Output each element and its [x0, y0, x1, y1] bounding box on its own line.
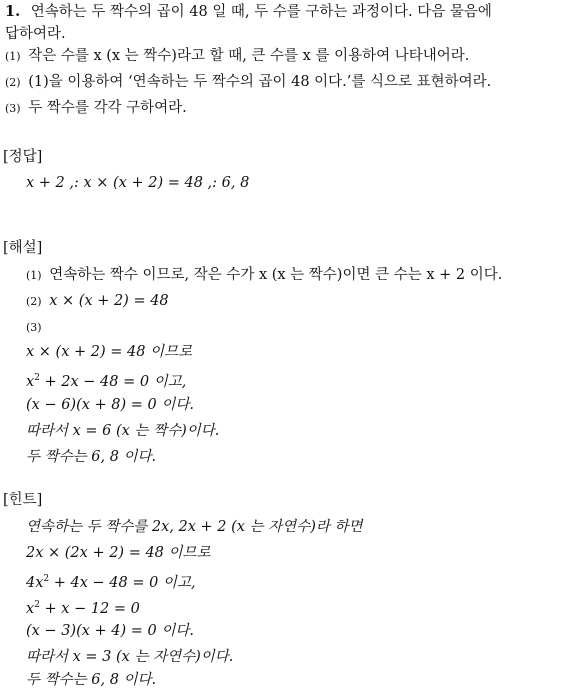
problem-stem-line2: 답하여라. — [5, 26, 66, 42]
hint-heading: [힌트] — [3, 492, 43, 508]
hint-line-4-base: x — [26, 601, 35, 617]
explanation-step-2 — [26, 368, 186, 392]
question-2-text: (1)을 이용하여 ‘연속하는 두 짝수의 곱이 48 이다.’를 식으로 표현하여라. — [28, 74, 492, 90]
problem-number: 1. — [5, 3, 21, 20]
question-1 — [5, 46, 469, 67]
problem-stem-text: 연속하는 두 짝수의 곱이 48 일 때, 두 수를 구하는 과정이다. 다음 물음에 — [30, 4, 492, 20]
explanation-step-3: (x − 6)(x + 8) = 0 이다. — [26, 397, 194, 413]
hint-line-6: 따라서 x = 3 (x 는 자연수)이다. — [26, 649, 234, 665]
hint-line-3-rest: + 4x − 48 = 0 이고, — [49, 575, 196, 591]
answer-text: x + 2 ,: x × (x + 2) = 48 ,: 6, 8 — [26, 175, 250, 191]
explanation-heading: [해설] — [3, 240, 43, 256]
explanation-step-1: x × (x + 2) = 48 이므로 — [26, 344, 193, 360]
explanation-item-2-marker: (2) — [26, 295, 42, 308]
hint-line-1: 연속하는 두 짝수를 2x, 2x + 2 (x 는 자연수)라 하면 — [26, 519, 363, 535]
hint-line-4-exponent: 2 — [34, 600, 40, 610]
explanation-step-2-rest: + 2x − 48 = 0 이고, — [39, 374, 187, 390]
hint-line-4 — [26, 595, 140, 619]
question-2 — [5, 72, 491, 93]
explanation-item-2-text: x × (x + 2) = 48 — [49, 293, 169, 309]
hint-line-7: 두 짝수는 6, 8 이다. — [26, 672, 157, 688]
answer-heading: [정답] — [3, 149, 43, 165]
explanation-item-3-marker: (3) — [26, 321, 42, 334]
explanation-item-1 — [26, 265, 502, 286]
hint-line-3-exponent: 2 — [43, 574, 50, 584]
hint-line-2: 2x × (2x + 2) = 48 이므로 — [26, 545, 211, 561]
question-3-text: 두 짝수를 각각 구하여라. — [28, 100, 187, 116]
question-3-marker: (3) — [5, 102, 21, 115]
question-1-marker: (1) — [5, 50, 21, 63]
hint-line-5: (x − 3)(x + 4) = 0 이다. — [26, 623, 194, 639]
hint-line-3 — [26, 569, 196, 593]
question-1-text: 작은 수를 x (x 는 짝수)라고 할 때, 큰 수를 x 를 이용하여 나타내어라. — [28, 48, 470, 64]
hint-line-3-base: 4x — [26, 575, 44, 591]
explanation-step-4: 따라서 x = 6 (x 는 짝수)이다. — [26, 423, 220, 439]
explanation-step-2-exponent: 2 — [34, 373, 40, 383]
problem-stem-line1 — [5, 2, 492, 22]
explanation-step-5: 두 짝수는 6, 8 이다. — [26, 449, 157, 465]
question-2-marker: (2) — [5, 76, 21, 89]
hint-line-4-rest: + x − 12 = 0 — [39, 601, 140, 617]
explanation-step-2-base: x — [26, 374, 35, 390]
explanation-item-2 — [26, 291, 169, 312]
question-3 — [5, 98, 187, 119]
explanation-item-1-marker: (1) — [26, 269, 42, 282]
explanation-item-1-text: 연속하는 짝수 이므로, 작은 수가 x (x 는 짝수)이면 큰 수는 x + 2 이다. — [49, 267, 503, 283]
